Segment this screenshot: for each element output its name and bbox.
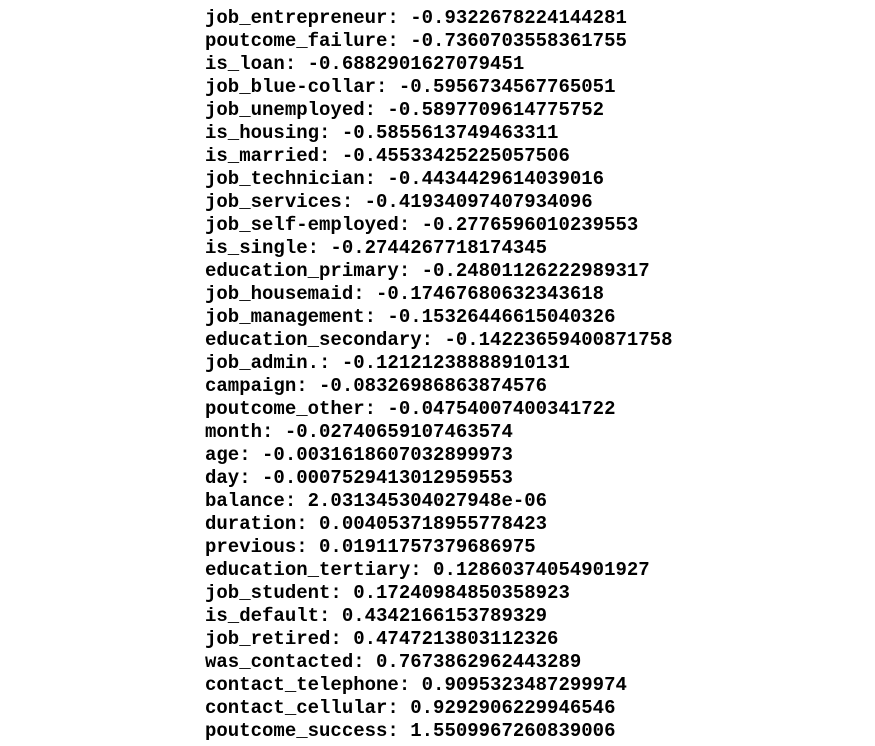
coefficient-line: job_technician: -0.4434429614039016 [205, 168, 605, 190]
coefficient-line: job_blue-collar: -0.5956734567765051 [205, 76, 616, 98]
coefficient-line: was_contacted: 0.7673862962443289 [205, 651, 582, 673]
coefficient-line: job_self-employed: -0.2776596010239553 [205, 214, 639, 236]
coefficient-line: education_tertiary: 0.12860374054901927 [205, 559, 650, 581]
coefficient-line: contact_cellular: 0.9292906229946546 [205, 697, 616, 719]
coefficient-line: previous: 0.01911757379686975 [205, 536, 536, 558]
coefficient-line: poutcome_other: -0.04754007400341722 [205, 398, 616, 420]
coefficient-line: education_secondary: -0.14223659400871758 [205, 329, 673, 351]
coefficient-line: education_primary: -0.24801126222989317 [205, 260, 650, 282]
coefficient-line: job_services: -0.41934097407934096 [205, 191, 593, 213]
coefficient-line: job_management: -0.15326446615040326 [205, 306, 616, 328]
coefficient-line: job_student: 0.17240984850358923 [205, 582, 570, 604]
coefficient-line: day: -0.0007529413012959553 [205, 467, 513, 489]
coefficient-line: is_single: -0.2744267718174345 [205, 237, 548, 259]
coefficient-line: is_housing: -0.5855613749463311 [205, 122, 559, 144]
coefficient-line: duration: 0.004053718955778423 [205, 513, 548, 535]
coefficient-line: poutcome_failure: -0.7360703558361755 [205, 30, 627, 52]
coefficient-line: job_entrepreneur: -0.9322678224144281 [205, 7, 627, 29]
coefficient-line: job_unemployed: -0.5897709614775752 [205, 99, 605, 121]
coefficient-line: month: -0.02740659107463574 [205, 421, 513, 443]
coefficient-line: job_retired: 0.4747213803112326 [205, 628, 559, 650]
coefficient-line: job_admin.: -0.12121238888910131 [205, 352, 570, 374]
coefficient-line: poutcome_success: 1.5509967260839006 [205, 720, 616, 742]
coefficient-line: job_housemaid: -0.17467680632343618 [205, 283, 605, 305]
coefficient-line: is_married: -0.45533425225057506 [205, 145, 570, 167]
coefficient-line: age: -0.0031618607032899973 [205, 444, 513, 466]
coefficient-line: is_default: 0.4342166153789329 [205, 605, 548, 627]
coefficient-line: campaign: -0.08326986863874576 [205, 375, 548, 397]
coefficient-line: balance: 2.031345304027948e-06 [205, 490, 548, 512]
coefficient-line: contact_telephone: 0.9095323487299974 [205, 674, 627, 696]
coefficient-line: is_loan: -0.6882901627079451 [205, 53, 525, 75]
